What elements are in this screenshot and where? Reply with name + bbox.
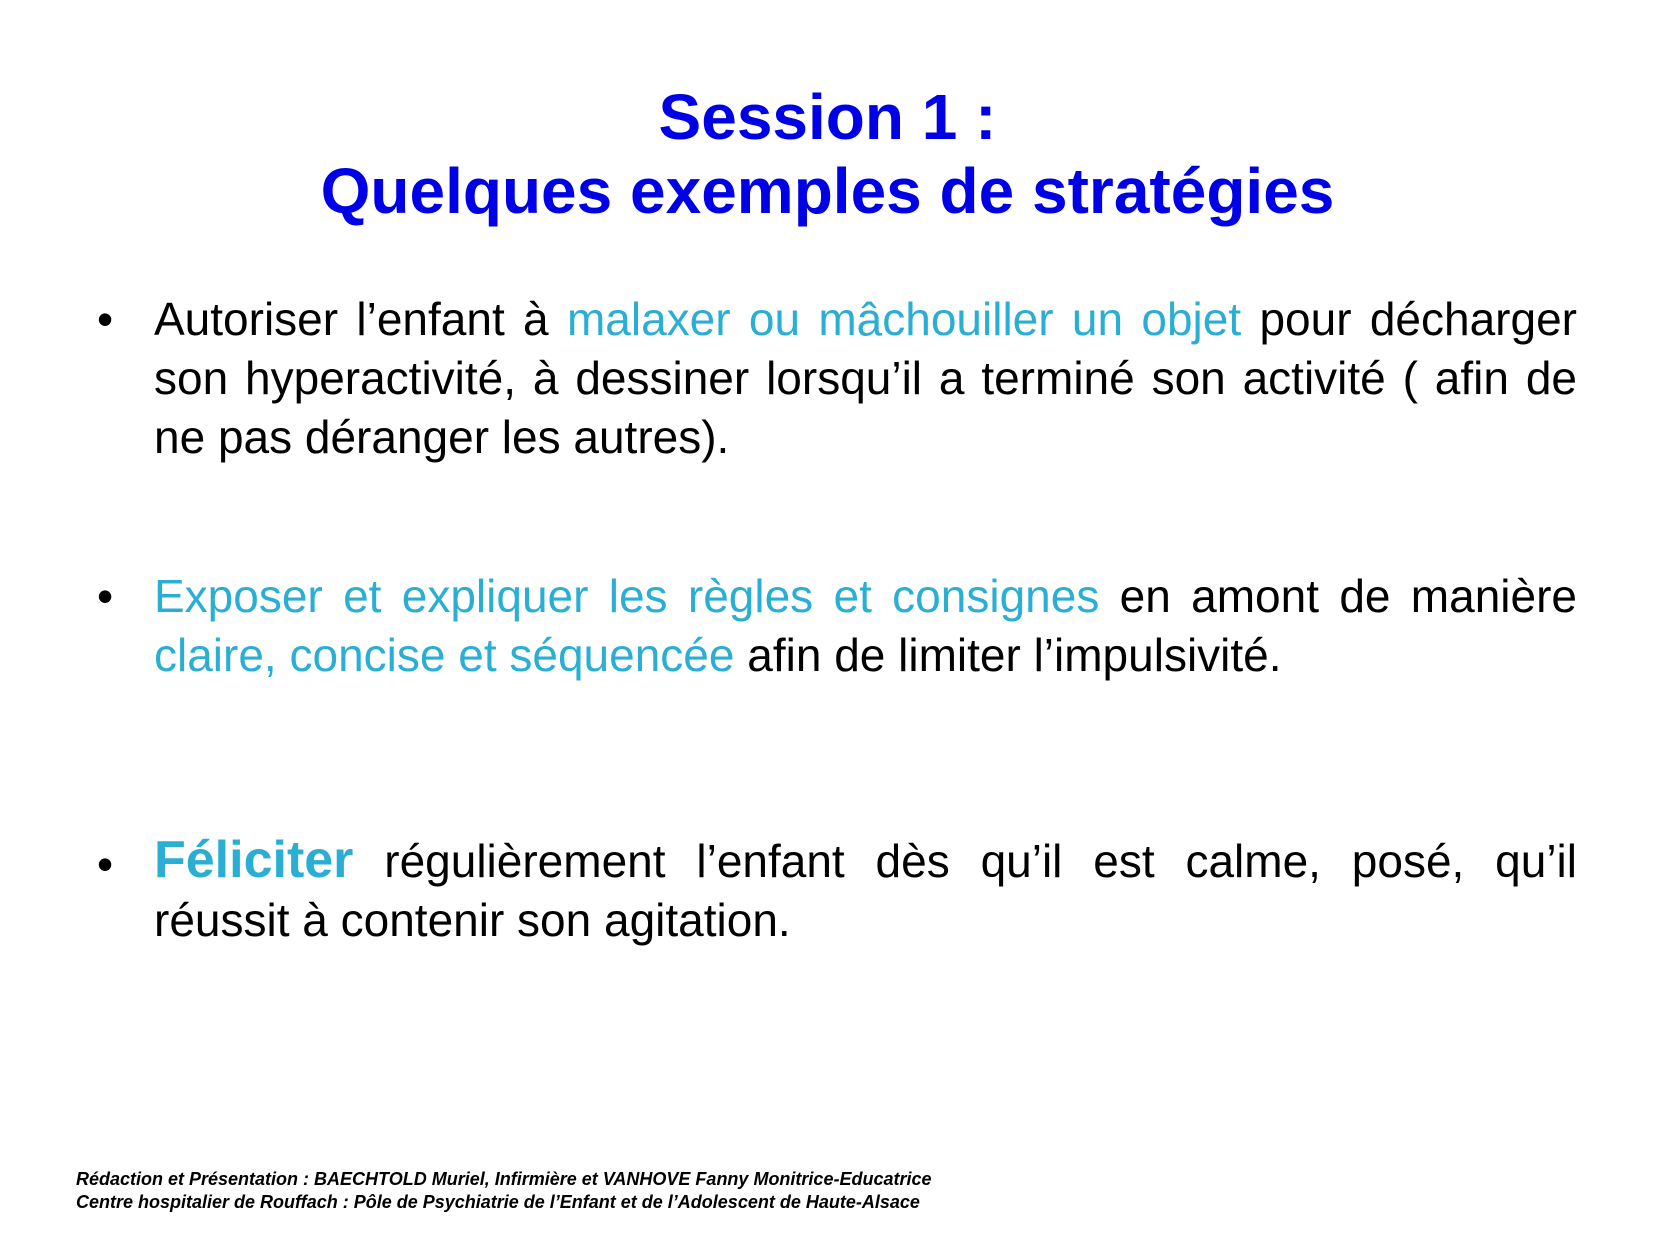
footer-line1: Rédaction et Présentation : BAECHTOLD Muriel, Infirmière et VANHOVE Fanny Monitrice-Educatrice bbox=[76, 1169, 932, 1189]
bullet-2-highlight-c: claire, concise et séquencée bbox=[154, 629, 735, 681]
bullet-2-text-b: en amont de manière bbox=[1099, 570, 1577, 622]
slide-title-line1: Session 1 : bbox=[658, 81, 997, 153]
bullet-text-1 bbox=[154, 290, 1577, 467]
bullet-2-highlight-a: Exposer et expliquer les règles et consignes bbox=[154, 570, 1100, 622]
bullet-icon: • bbox=[97, 293, 114, 345]
bullet-3-highlight: Féliciter bbox=[154, 831, 354, 889]
bullet-icon: • bbox=[97, 838, 114, 890]
bullet-text-2 bbox=[154, 567, 1577, 685]
slide-title bbox=[0, 80, 1655, 228]
footer-credits bbox=[76, 1168, 931, 1214]
bullet-3-text-b: régulièrement l’enfant dès qu’il est calme, posé, qu’il réussit à contenir son agitation. bbox=[154, 835, 1577, 946]
bullet-text-3 bbox=[154, 831, 1577, 950]
slide-title-line2: Quelques exemples de stratégies bbox=[320, 155, 1335, 227]
bullet-2-text-d: afin de limiter l’impulsivité. bbox=[734, 629, 1282, 681]
bullet-item-2 bbox=[97, 567, 1577, 685]
bullet-1-text-c: pour décharger son hyperactivité, à dessiner lorsqu’il a terminé son activité ( afin de ne pas déranger les autres). bbox=[154, 293, 1577, 463]
bullet-item-3 bbox=[97, 831, 1577, 950]
bullet-item-1 bbox=[97, 290, 1577, 467]
bullet-icon: • bbox=[97, 570, 114, 622]
bullet-1-text-a: Autoriser l’enfant à bbox=[154, 293, 567, 345]
bullet-1-highlight: malaxer ou mâchouiller un objet bbox=[566, 293, 1242, 345]
footer-line2: Centre hospitalier de Rouffach : Pôle de Psychiatrie de l’Enfant et de l’Adolescent de Haute-Alsace bbox=[76, 1192, 920, 1212]
